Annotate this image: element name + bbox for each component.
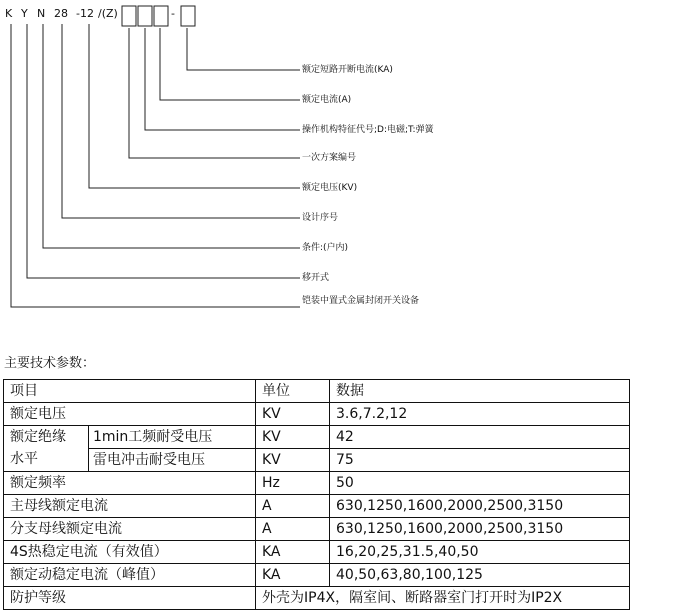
leader-line-8 bbox=[27, 24, 300, 278]
leader-line-9 bbox=[11, 24, 300, 307]
leader-line-3 bbox=[145, 28, 300, 130]
row-value: 75 bbox=[330, 449, 630, 472]
row-value: 40,50,63,80,100,125 bbox=[330, 564, 630, 587]
row-unit: A bbox=[256, 518, 330, 541]
table-row bbox=[4, 495, 630, 518]
row-item: 额定动稳定电流（峰值） bbox=[4, 564, 256, 587]
row-value: 630,1250,1600,2000,2500,3150 bbox=[330, 495, 630, 518]
code-char-z: /(Z) bbox=[98, 7, 118, 20]
row-subitem: 雷电冲击耐受电压 bbox=[89, 449, 256, 472]
code-box-4 bbox=[181, 6, 195, 26]
leader-line-1 bbox=[187, 28, 300, 70]
code-char-n: N bbox=[37, 7, 46, 20]
row-item: 额定电压 bbox=[4, 403, 256, 426]
tech-params-table bbox=[3, 379, 630, 610]
legend-label-short-circuit-current: 额定短路开断电流(KA) bbox=[302, 65, 393, 75]
row-value: 630,1250,1600,2000,2500,3150 bbox=[330, 518, 630, 541]
row-subitem: 1min工频耐受电压 bbox=[89, 426, 256, 449]
row-value: 50 bbox=[330, 472, 630, 495]
leader-line-7 bbox=[43, 24, 300, 248]
row-unit: KV bbox=[256, 449, 330, 472]
leader-line-2 bbox=[160, 28, 300, 100]
row-value: 3.6,7.2,12 bbox=[330, 403, 630, 426]
legend-label-rated-voltage: 额定电压(KV) bbox=[302, 183, 358, 193]
row-unit: KV bbox=[256, 426, 330, 449]
code-box-3 bbox=[154, 6, 168, 26]
code-char-28: 28 bbox=[54, 7, 68, 20]
legend-label-condition: 条件:(户内) bbox=[302, 243, 349, 253]
legend-label-withdrawable: 移开式 bbox=[302, 273, 330, 283]
code-char-y: Y bbox=[21, 7, 28, 20]
row-value: 16,20,25,31.5,40,50 bbox=[330, 541, 630, 564]
legend-label-mechanism-code: 操作机构特征代号;D:电磁;T:弹簧 bbox=[302, 125, 434, 135]
header-unit: 单位 bbox=[256, 380, 330, 403]
code-char-12: -12 bbox=[76, 7, 94, 20]
legend-label-primary-scheme: 一次方案编号 bbox=[302, 153, 357, 163]
row-unit: KA bbox=[256, 564, 330, 587]
table-row bbox=[4, 403, 630, 426]
leader-line-4 bbox=[129, 28, 300, 158]
legend-label-switchgear: 铠装中置式金属封闭开关设备 bbox=[302, 296, 420, 306]
leader-line-6 bbox=[62, 24, 300, 218]
legend-label-design-serial: 设计序号 bbox=[302, 213, 339, 223]
table-row bbox=[4, 518, 630, 541]
row-unit: KA bbox=[256, 541, 330, 564]
header-item: 项目 bbox=[4, 380, 256, 403]
table-row bbox=[4, 564, 630, 587]
table-header-row bbox=[4, 380, 630, 403]
table-row bbox=[4, 449, 630, 472]
row-unit: A bbox=[256, 495, 330, 518]
row-unit: Hz bbox=[256, 472, 330, 495]
insulation-label-line2: 水平 bbox=[10, 451, 38, 467]
table-row bbox=[4, 472, 630, 495]
table-row bbox=[4, 541, 630, 564]
insulation-label-line1: 额定绝缘 bbox=[10, 429, 66, 445]
section-title: 主要技术参数： bbox=[4, 356, 96, 371]
table-row bbox=[4, 426, 630, 449]
row-item: 4S热稳定电流（有效值） bbox=[4, 541, 256, 564]
row-item-insulation bbox=[4, 426, 89, 472]
row-item: 防护等级 bbox=[4, 587, 256, 610]
table-row bbox=[4, 587, 630, 610]
code-box-1 bbox=[122, 6, 136, 26]
code-box-2 bbox=[138, 6, 152, 26]
row-value-protection: 外壳为IP4X，隔室间、断路器室门打开时为IP2X bbox=[256, 587, 630, 610]
leader-line-5 bbox=[89, 24, 300, 188]
row-value: 42 bbox=[330, 426, 630, 449]
row-item: 额定频率 bbox=[4, 472, 256, 495]
row-item: 分支母线额定电流 bbox=[4, 518, 256, 541]
row-unit: KV bbox=[256, 403, 330, 426]
code-char-k: K bbox=[5, 7, 13, 20]
legend-label-rated-current: 额定电流(A) bbox=[302, 95, 352, 105]
row-item: 主母线额定电流 bbox=[4, 495, 256, 518]
code-char-dash: - bbox=[171, 7, 175, 20]
header-data: 数据 bbox=[330, 380, 630, 403]
